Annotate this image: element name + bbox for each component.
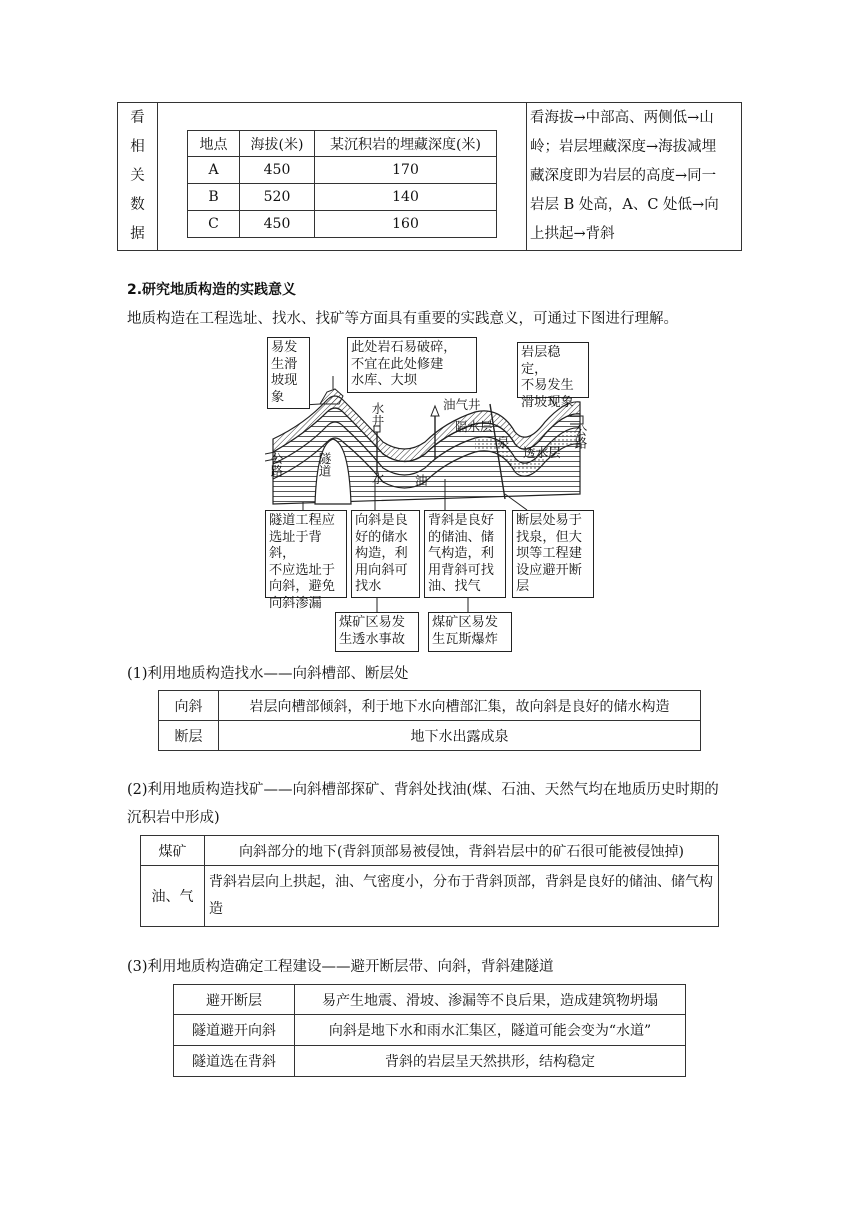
note-line: 煤矿区易发 [339,615,405,630]
label-aquiclude: 隔水层 [455,419,493,434]
table-cell: 断层 [159,721,219,751]
side-label-char: 据 [130,226,145,242]
col-header: 地点 [188,131,240,157]
note-line: 岩层稳定， [521,345,561,377]
col-header: 某沉积岩的埋藏深度(米) [315,131,497,157]
note-line: 断层处易于 [516,513,582,528]
table-cell: 450 [240,211,315,238]
explanation-line: 看海拔→中部高、两侧低→山 [530,110,714,126]
part3-heading: (3)利用地质构造确定工程建设——避开断层带、向斜，背斜建隧道 [127,959,554,975]
note-line: 不易发生 [521,378,574,393]
stable-layer-note-box [517,342,589,410]
tunnel-note-box [265,510,347,611]
note-line: 用向斜可 [355,562,408,578]
note-line: 生瓦斯爆炸 [432,631,498,647]
note-line: 不宜在此处修建 [351,356,444,372]
geologic-structure-diagram [265,334,605,656]
note-line: 用背斜可找 [428,562,494,578]
note-line: 找水 [355,579,382,594]
note-line: 易发 [271,340,298,355]
table-cell: 避开断层 [174,985,295,1015]
table-cell: 背斜岩层向上拱起，油、气密度小，分布于背斜顶部，背斜是良好的储油、储气构造 [205,866,719,927]
note-line: 生滑 [271,356,298,372]
table-cell: 向斜是地下水和雨水汇集区，隧道可能会变为“水道” [295,1015,686,1046]
table-cell: 向斜部分的地下(背斜顶部易被侵蚀，背斜岩层中的矿石很可能被侵蚀掉) [205,836,719,866]
label-oil-gas-well: 油气井 [443,397,481,412]
part1-table [158,690,701,751]
side-label-char: 数 [130,197,145,213]
explanation-line: 岩层 B 处高，A、C 处低→向 [530,197,719,213]
table-cell: 隧道避开向斜 [174,1015,295,1046]
side-label-char: 相 [130,139,145,155]
broken-rock-note-box [347,337,477,393]
note-line: 构造，利 [355,546,408,561]
anticline-note-box [424,510,506,598]
table-cell: 易产生地震、滑坡、渗漏等不良后果，造成建筑物坍塌 [295,985,686,1015]
note-line: 气构造，利 [428,546,494,561]
note-line: 层 [516,579,530,594]
part1-heading: (1)利用地质构造找水——向斜槽部、断层处 [127,666,409,682]
note-line: 设应避开断 [516,562,582,578]
syncline-note-box [351,510,420,598]
note-line: 隧道工程应 [269,513,335,528]
note-line: 的储油、储 [428,529,494,545]
note-line: 油、找气 [428,579,481,594]
col-header: 海拔(米) [240,131,315,157]
part2-heading-line1: (2)利用地质构造找矿——向斜槽部探矿、背斜处找油(煤、石油、天然气均在地质历史时期的 [127,782,719,798]
elevation-table [187,130,497,238]
note-line: 选址于背斜， [269,529,322,561]
note-line: 煤矿区易发 [432,615,498,630]
part2-table [140,835,719,927]
table-cell: A [188,157,240,184]
table-cell: 地下水出露成泉 [219,721,701,751]
coal-gas-explosion-box [428,612,512,652]
note-line: 象 [271,389,285,405]
label-road-left: 公路 [269,452,284,477]
table-cell: 170 [315,157,497,184]
note-line: 此处岩石易破碎， [351,340,457,355]
table-cell: 520 [240,184,315,211]
table-cell: 140 [315,184,497,211]
note-line: 滑坡现象 [521,394,574,410]
note-line: 好的储水 [355,529,408,545]
table-cell: 450 [240,157,315,184]
note-line: 坡现 [271,373,298,388]
label-tunnel: 隧道 [317,452,332,477]
table-cell: 煤矿 [141,836,205,866]
fault-note-box [512,510,594,598]
note-line: 向斜是良 [355,513,408,528]
part3-table [173,984,686,1077]
top-data-table [117,102,742,251]
side-label-char: 看 [130,110,145,126]
explanation-line: 上拱起→背斜 [530,226,615,242]
note-line: 生透水事故 [339,631,405,647]
table-cell: 岩层向槽部倾斜，利于地下水向槽部汇集，故向斜是良好的储水构造 [219,691,701,721]
landslide-note-box [267,337,310,409]
table-cell: B [188,184,240,211]
table-cell: 向斜 [159,691,219,721]
note-line: 找泉，但大 [516,529,582,545]
note-line: 坝等工程建 [516,546,582,561]
explanation-line: 岭；岩层埋藏深度→海拔减埋 [530,139,717,155]
side-label-char: 关 [130,168,145,184]
section-intro: 地质构造在工程选址、找水、找矿等方面具有重要的实践意义，可通过下图进行理解。 [127,311,678,327]
label-oil: 油 [415,473,428,488]
side-label [118,103,158,250]
note-line: 向斜，避免 [269,579,335,594]
note-line: 水库、大坝 [351,373,417,388]
note-line: 向斜渗漏 [269,595,322,611]
part2-heading-line2: 沉积岩中形成) [127,810,220,826]
table-cell: 油、气 [141,866,205,927]
explanation-line: 藏深度即为岩层的高度→同一 [530,168,717,184]
label-water: 水 [372,471,385,486]
table-cell: 背斜的岩层呈天然拱形，结构稳定 [295,1046,686,1077]
table-cell: 隧道选在背斜 [174,1046,295,1077]
table-cell: C [188,211,240,238]
section-heading: 2.研究地质构造的实践意义 [127,282,297,298]
explanation-cell [526,103,741,250]
label-water-well: 水井 [370,402,385,427]
coal-water-accident-box [335,612,419,652]
table-cell: 160 [315,211,497,238]
note-line: 背斜是良好 [428,513,494,528]
label-aquifer: 透水层 [523,445,561,460]
note-line: 不应选址于 [269,562,335,578]
label-spring: 泉 [497,435,510,450]
label-road-right: 公路 [573,424,588,449]
